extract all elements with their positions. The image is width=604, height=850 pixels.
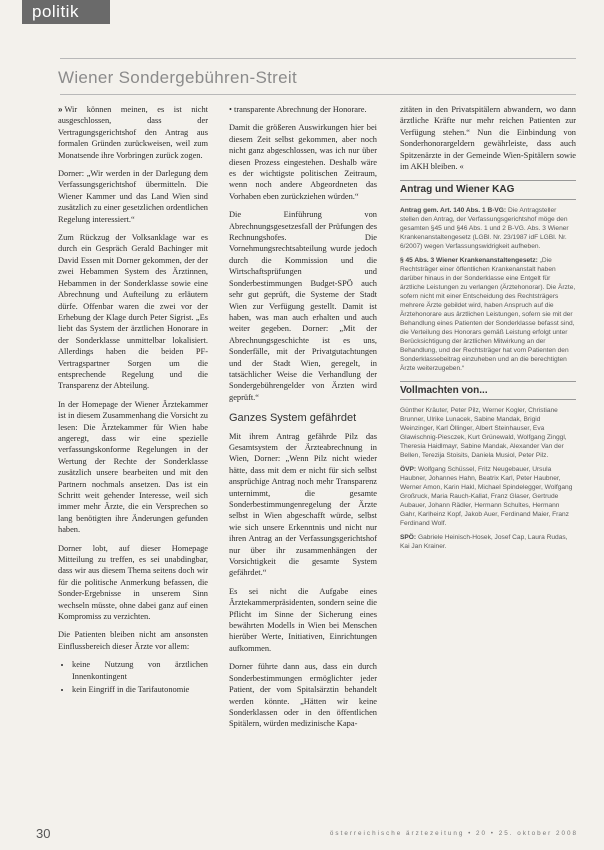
paragraph: • transparente Abrechnung der Honorare. xyxy=(229,105,367,114)
paragraph: Mit ihrem Antrag gefährde Pilz das Gesamtsystem der Ärzteabrechnung in Wien, Dorner: „Wenn Pilz nicht wieder hätte, dass mit dem er nicht für sich selbst ansprüchige Antrag noch mehr Transparenz unternimmt, die gesamte Sonderbestimmungenregelung der Ärzte selbst in Wien abgeschafft würde, selbst wie sich unsere Erkenntnis und nicht nur ihren Antrag an der Verfassungsgerichtshof nur über ihr zusammenhängen der Vorsichtigkeit die gesamte System gefährdet.“ xyxy=(229,431,377,578)
paragraph: Die Einführung von Abrechnungsgesetzesfall der Prüfungen des Rechnungshofes. Die Vornehmungsrechtsabteilung wurde jedoch durch die Kommission und die Wirtschaftsprüfungen und Sonderbestimmungen Budget-SPÖ auch sehr gut geprüft, die Systeme der Stadt Wien zur Verfügung gestellt. Damit ist haben, was man auch erhalten und auch weiter gegeben. Dorner: „Mit der Abrechnungsgeschichte ist es uns, Sonderfälle, mit der Privatgutachtungen und der Stadt Wien, geregelt, in tatsächlicher Weise die Verhandlung der Sondergebührengelder von Ärzten wird geprüft.“ xyxy=(229,210,377,402)
paragraph: » Wir können meinen, es ist nicht ausgeschlossen, dass der Vertragungsgerichtshof den Antrag aus formalen Gründen zurückweisen, weil zum Monatsende ihre Vorbringen zurück zogen. xyxy=(58,105,208,160)
paragraph: Damit die größeren Auswirkungen hier bei diesem Zeit selbst gekommen, aber noch nicht ganz abgeschlossen, was ich nur über diesen Prozess eingestehen. Deshalb wäre es der wichtigste politischen Zeitraum, wenn noch andere Abgeordneten das Vorhaben eben zurückziehen würden.“ xyxy=(229,123,377,201)
paragraph: Es sei nicht die Aufgabe eines Ärztekammerpräsidenten, sondern seine die Pflicht im Sinne der Sicherung eines bewährten Modells in Wien bei Menschen hierüber Werte, Initiativen, Einrichtungen aufkommen. xyxy=(229,586,377,653)
box-item: SPÖ: Gabriele Heinisch-Hosek, Josef Cap, Laura Rudas, Kai Jan Krainer. xyxy=(400,534,568,551)
sidebar-box-title: Vollmachten von... xyxy=(400,381,576,400)
box-item: § 45 Abs. 3 Wiener Krankenanstaltengesetz: „Die Rechtsträger einer öffentlichen Krankenanstalt haben darüber hinaus in der Sonderklasse eine Entgelt für ärztliche Leistungen zu verlangen (Ärztehonorar). Die Ärzte, sofern nicht mit einer Entscheidung des Rechtsträgers mehrere Ärzte gebildet wird, haben Anspruch auf die Ärztehonorare aus ärztlichen Leistungen, sofern sie mit der Behandlung eines Patienten der Sonderklasse befasst sind, die Verteilung des Honorars gemäß Leistung erfolgt unter Berücksichtigung der ärztlichen Mitwirkung an der Behandlung, und der Rechtsträger hat vom Patienten den Sonderklassebeitrag einzuheben und an die berechtigten Ärzte weiterzugeben.“ xyxy=(400,256,576,372)
box-item: Antrag gem. Art. 140 Abs. 1 B-VG: Die Antragsteller stellen den Antrag, der Verfassungsgerichtshof möge den gesamten §45 und §46 Abs. 1 und 2 B-VG. Abs. 3 Wiener Krankenanstaltengesetz (LGBl. Nr. 23/1987 idF LGBl. Nr. 6/2007) wegen Verfassungswidrigkeit aufheben. xyxy=(400,206,569,250)
paragraph: Dorner führte dann aus, dass ein durch Sonderbestimmungen ermöglichter jeder Patient, der vom Spitalsärztin behandelt werden könnte. „Hätten wir keine Sonderklassen oder in den öffentlichen Spitälern, würden medizinische Kapa- xyxy=(229,662,377,729)
sidebar-box-title: Antrag und Wiener KAG xyxy=(400,180,576,199)
paragraph: Dorner lobt, auf dieser Homepage Mitteilung zu treffen, es sei unabdingbar, dass wir aus diesem Thema seitens doch wir für die politische Anmerkung befassen, die Sonder-Ergebnisse in unserem Sinn wechseln müsste, ohne dabei ganz auf einen Kompromiss zu verzichten. xyxy=(58,543,208,622)
section-tag: politik xyxy=(22,0,110,24)
list-item: • kein Eingriff in die Tarifautonomie xyxy=(72,684,208,695)
column-1 xyxy=(58,104,208,698)
box-item: ÖVP: Wolfgang Schüssel, Fritz Neugebauer, Ursula Haubner, Johannes Hahn, Beatrix Karl, Peter Haubner, Werner Amon, Karin Hakl, Michael Spindelegger, Wolfgang Großruck, Maria Rauch-Kallat, Franz Glaser, Gertrude Aubauer, Johann Rädler, Hermann Schultes, Hermann Gahr, Karlheinz Kopf, Jakob Auer, Ferdinand Maier, Franz Ferdinand Wolf. xyxy=(400,466,573,528)
paragraph: Zum Rückzug der Volksanklage war es durch ein Gespräch Gerald Bachinger mit David Essen mit Dorner gekommen, der der zwei Hebammen System des Ärztinnen, Hebammen in der Sonderklasse sowie eine Abrechnung und Aufteilung zu erläutern dürfe. Offenbar waren die zwei vor der Erhebung der Klage durch Peter Sigrist. „Es liebt das System der ärztlichen Honorare in der Sonderklasse unmittelbar lokalisiert. Allerdings haben die beiden PF-Vertragspartner Sorgen um die entsprechende Regelung und die Transparenz der Abteilung. xyxy=(58,233,208,391)
paragraph: Dorner: „Wir werden in der Darlegung dem Verfassungsgerichtshof übermitteln. Die Wiener Kammer und das Land Wien sind zusätzlich zu einer gesetzlichen ordentlichen Regelung interessiert.“ xyxy=(58,169,208,224)
column-2 xyxy=(229,104,377,737)
paragraph: zitäten in den Privatspitälern abwandern, wo dann ärztliche Kräfte nur mehr reichen Patienten zur Verfügung stehen.“ Nun die Einbindung von Sonderhonorargeldern gewährleiste, dass auch Spitzenärzte in der Gemeinde Wien-Spitälern sowie im AKH bleiben. « xyxy=(400,105,576,172)
article-start-marker: » xyxy=(58,105,63,114)
column-3 xyxy=(400,104,576,556)
headline-rule xyxy=(60,94,576,95)
box-item: Günther Kräuter, Peter Pilz, Werner Kogler, Christiane Brunner, Ulrike Lunacek, Sabine Mandak, Brigid Weinzinger, Karl Öllinger, Albert Steinhauser, Eva Glawischnig-Piesczek, Kurt Grünewald, Wolfgang Zinggl, Theresia Haidlmayr, Sabine Mandak, Alexander Van der Bellen, Terezija Stoisits, Daniela Musiol, Peter Pilz. xyxy=(400,407,567,460)
article-headline: Wiener Sondergebühren-Streit xyxy=(58,68,297,87)
paragraph: In der Homepage der Wiener Ärztekammer ist in diesem Zusammenhang die Vorsicht zu lesen: Die Ärztekammer für Wien habe angeregt, dass wir eine spezielle verfassungskonforme Regelungen in der Wertung der Rechte der Sonderklasse zusätzlich unsere bearbeiten und mit den Partnern nochmals ansetzen. Das ist ein Schritt weit gehender Interesse, weil sich immer mehr Ärzte, die ein Versprechen so lang benötigten ihre Änderungen gefunden haben. xyxy=(58,399,208,535)
paragraph: Die Patienten bleiben nicht am ansonsten Einflussbereich dieser Ärzte vor allem: xyxy=(58,630,208,651)
page-number: 30 xyxy=(36,826,51,841)
bullet-list xyxy=(58,659,208,695)
top-rule xyxy=(60,58,576,59)
page-footer: österreichische ärztezeitung • 20 • 25. oktober 2008 xyxy=(329,830,578,837)
sidebar-box-content xyxy=(400,206,576,373)
list-item: • keine Nutzung von ärztlichen Innenkontingent xyxy=(72,659,208,682)
sidebar-box-content xyxy=(400,406,576,551)
subheading: Ganzes System gefährdet xyxy=(229,412,357,425)
